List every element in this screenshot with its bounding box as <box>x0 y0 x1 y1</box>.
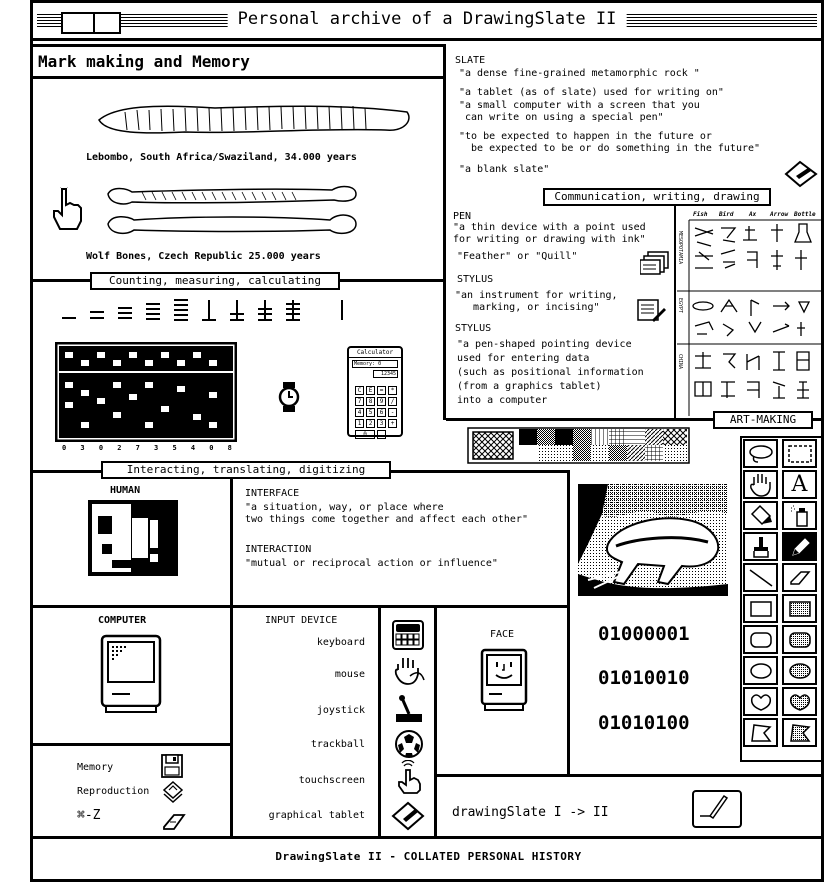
stylus-heading-2: STYLUS <box>455 323 492 334</box>
calculator-keypad <box>355 386 401 439</box>
calc-key[interactable]: 5 <box>366 408 375 417</box>
lasso-tool[interactable] <box>743 439 778 468</box>
interacting-label: Interacting, translating, digitizing <box>101 461 391 479</box>
input-trackball-label: trackball <box>310 739 365 750</box>
divider <box>33 44 443 47</box>
scripts-col-bird: Bird <box>719 211 734 218</box>
input-joystick-label: joystick <box>316 705 365 716</box>
keyboard-icon <box>392 620 424 650</box>
divider <box>33 76 443 79</box>
tablet-pen-icon <box>784 160 820 188</box>
line-tool[interactable] <box>743 563 778 592</box>
filled-polygon-tool[interactable] <box>782 718 817 747</box>
calc-key[interactable]: 2 <box>366 419 375 428</box>
calc-key[interactable]: = <box>377 386 386 395</box>
calc-key[interactable]: 6 <box>377 408 386 417</box>
divider <box>443 44 446 420</box>
scripts-row-china: CHINA <box>677 354 683 370</box>
polygon-tool[interactable] <box>743 718 778 747</box>
wolf-bones-image <box>102 182 362 244</box>
stylus-heading: STYLUS <box>457 274 494 285</box>
calc-key[interactable]: + <box>388 419 397 428</box>
divider <box>33 605 568 608</box>
stacked-layers-icon[interactable] <box>162 780 184 806</box>
undo-shortcut: ⌘-Z <box>77 808 101 823</box>
rectangle-icon <box>748 597 774 621</box>
filled-rounded-rect-tool[interactable] <box>782 625 817 654</box>
filled-freeform-icon <box>787 690 813 714</box>
art-making-label: ART-MAKING <box>713 411 813 429</box>
tally-marks <box>60 296 360 324</box>
filled-rectangle-icon <box>787 597 813 621</box>
calc-key[interactable]: 9 <box>377 397 386 406</box>
rounded-rect-icon <box>748 628 774 652</box>
divider <box>230 472 233 837</box>
computer-heading: COMPUTER <box>98 615 147 626</box>
calc-key[interactable]: E <box>366 386 375 395</box>
filled-polygon-icon <box>787 721 813 745</box>
rounded-rect-tool[interactable] <box>743 625 778 654</box>
marquee-tool[interactable] <box>782 439 817 468</box>
scripts-col-ax: Ax <box>749 211 757 218</box>
oval-icon <box>748 659 774 683</box>
freeform-tool[interactable] <box>743 687 778 716</box>
slate-def-5: "a blank slate" <box>459 164 550 175</box>
divider <box>674 205 676 418</box>
input-device-heading: INPUT DEVICE <box>265 615 338 626</box>
calc-key[interactable]: 0 <box>355 430 375 439</box>
calculator-widget[interactable] <box>347 346 403 437</box>
oval-tool[interactable] <box>743 656 778 685</box>
grabber-hand-icon <box>748 473 774 497</box>
scripts-col-fish: Fish <box>693 211 708 218</box>
input-touchscreen-label: touchscreen <box>298 775 365 786</box>
reproduction-label: Reproduction <box>77 786 150 797</box>
slate-def-2: "a tablet (as of slate) used for writing on" <box>459 87 724 98</box>
communication-label: Communication, writing, drawing <box>543 188 771 206</box>
scripts-row-egypt: EGYPT <box>677 298 683 314</box>
paint-bucket-icon <box>748 504 774 528</box>
letter-a-icon: A <box>791 472 808 497</box>
polygon-icon <box>748 721 774 745</box>
graphics-tablet-icon <box>391 801 425 831</box>
divider <box>33 836 824 839</box>
ancient-scripts-chart <box>677 206 822 416</box>
interface-heading: INTERFACE <box>245 488 300 499</box>
scripts-col-arrow: Arrow <box>770 211 789 218</box>
trackball-icon <box>394 729 424 759</box>
calc-key[interactable]: * <box>388 386 397 395</box>
divider <box>434 607 437 837</box>
calc-key[interactable]: C <box>355 386 364 395</box>
touch-hand-icon <box>396 760 422 794</box>
slate-def-3: "a small computer with a screen that you can write on using a special pen" <box>459 100 700 123</box>
close-box[interactable] <box>61 12 121 34</box>
freeform-icon <box>748 690 774 714</box>
marquee-icon <box>787 444 813 464</box>
floppy-disk-icon[interactable] <box>161 754 183 778</box>
input-mouse-label: mouse <box>334 669 365 680</box>
calc-key[interactable]: / <box>388 397 397 406</box>
pen-heading: PEN <box>453 211 472 222</box>
human-heading: HUMAN <box>110 485 141 496</box>
lasso-icon <box>748 444 774 464</box>
interaction-heading: INTERACTION <box>245 544 312 555</box>
interaction-def: "mutual or reciprocal action or influence" <box>245 558 498 569</box>
lebombo-caption: Lebombo, South Africa/Swaziland, 34.000 years <box>86 152 357 163</box>
stylus-def: "an instrument for writing, marking, or incising" <box>455 290 618 313</box>
calc-key[interactable]: 4 <box>355 408 364 417</box>
slate-def-1: "a dense fine-grained metamorphic rock " <box>459 68 700 79</box>
spray-can-icon <box>787 504 813 528</box>
binary-r: 01010010 <box>598 667 690 689</box>
pattern-palette[interactable] <box>467 427 690 464</box>
calculator-memory: Memory: 0 <box>352 360 398 368</box>
divider <box>436 774 824 777</box>
calculator-title: Calculator <box>349 348 401 358</box>
calculator-display: 12345 <box>373 370 398 378</box>
lebombo-bone-image <box>95 98 415 140</box>
divider <box>378 607 381 837</box>
slate-def-4: "to be expected to happen in the future or be expected to be or do something in the future" <box>459 131 761 154</box>
documents-icon <box>640 250 672 276</box>
wolf-caption: Wolf Bones, Czech Republic 25.000 years <box>86 251 321 262</box>
human-face-icon <box>88 500 178 576</box>
paint-bucket-tool[interactable] <box>743 501 778 530</box>
brush-tool[interactable] <box>743 532 778 561</box>
calc-key[interactable]: 7 <box>355 397 364 406</box>
calc-key[interactable]: - <box>388 408 397 417</box>
calc-key[interactable]: . <box>377 430 386 439</box>
filled-oval-icon <box>787 659 813 683</box>
filled-oval-tool[interactable] <box>782 656 817 685</box>
rectangle-tool[interactable] <box>743 594 778 623</box>
paintbrush-icon <box>748 535 774 559</box>
scripts-row-mesopotamia: MESOPOTAMIA <box>677 231 683 265</box>
pointing-hand-icon[interactable] <box>50 187 84 231</box>
happy-mac-icon <box>480 648 528 712</box>
footer-text: DrawingSlate II - COLLATED PERSONAL HISTORY <box>275 850 582 863</box>
scripts-col-bottle: Bottle <box>794 211 816 218</box>
computer-icon <box>100 634 162 714</box>
title-bar[interactable] <box>33 3 821 41</box>
drawing-slate-icon[interactable] <box>692 790 742 828</box>
drawingslate-label: drawingSlate I -> II <box>452 805 609 820</box>
mark-making-title: Mark making and Memory <box>38 52 250 71</box>
stylus-def-2: "a pen-shaped pointing device used for entering data (such as positional information (from a graphics tablet) into a computer <box>457 339 644 406</box>
spray-can-tool[interactable] <box>782 501 817 530</box>
cave-painting-image <box>578 484 728 596</box>
interface-def: "a situation, way, or place where two things come together and affect each other" <box>245 502 528 525</box>
abacus-digits: 0 3 0 2 7 3 5 4 0 8 <box>62 444 232 452</box>
window-title: Personal archive of a DrawingSlate II <box>228 9 627 29</box>
input-keyboard-label: keyboard <box>316 637 365 648</box>
divider <box>33 743 231 746</box>
filled-freeform-tool[interactable] <box>782 687 817 716</box>
calc-key[interactable]: 8 <box>366 397 375 406</box>
eraser-undo-icon[interactable] <box>162 811 186 831</box>
binary-t: 01010100 <box>598 712 690 734</box>
calc-key[interactable]: 3 <box>377 419 386 428</box>
pen-alt: "Feather" or "Quill" <box>457 251 578 262</box>
filled-rounded-rect-icon <box>787 628 813 652</box>
abacus-image <box>55 342 237 442</box>
watch-icon <box>277 382 301 412</box>
pen-def: "a thin device with a point used for writing or drawing with ink" <box>453 222 646 245</box>
filled-rectangle-tool[interactable] <box>782 594 817 623</box>
pencil-icon <box>787 535 813 559</box>
calc-key[interactable]: 1 <box>355 419 364 428</box>
face-heading: FACE <box>490 629 515 640</box>
slate-heading: SLATE <box>455 55 486 66</box>
scroll-pen-icon <box>636 296 668 324</box>
eraser-tool[interactable] <box>782 563 817 592</box>
hand-tool[interactable] <box>743 470 778 499</box>
eraser-icon <box>787 566 813 590</box>
binary-a: 01000001 <box>598 623 690 645</box>
divider <box>567 470 570 775</box>
text-tool[interactable] <box>782 470 817 499</box>
counting-label: Counting, measuring, calculating <box>90 272 340 290</box>
input-tablet-label: graphical tablet <box>268 810 365 821</box>
mouse-hand-icon <box>394 656 426 686</box>
joystick-icon <box>394 694 424 724</box>
memory-label: Memory <box>77 762 114 773</box>
line-icon <box>748 566 774 590</box>
pencil-tool[interactable] <box>782 532 817 561</box>
